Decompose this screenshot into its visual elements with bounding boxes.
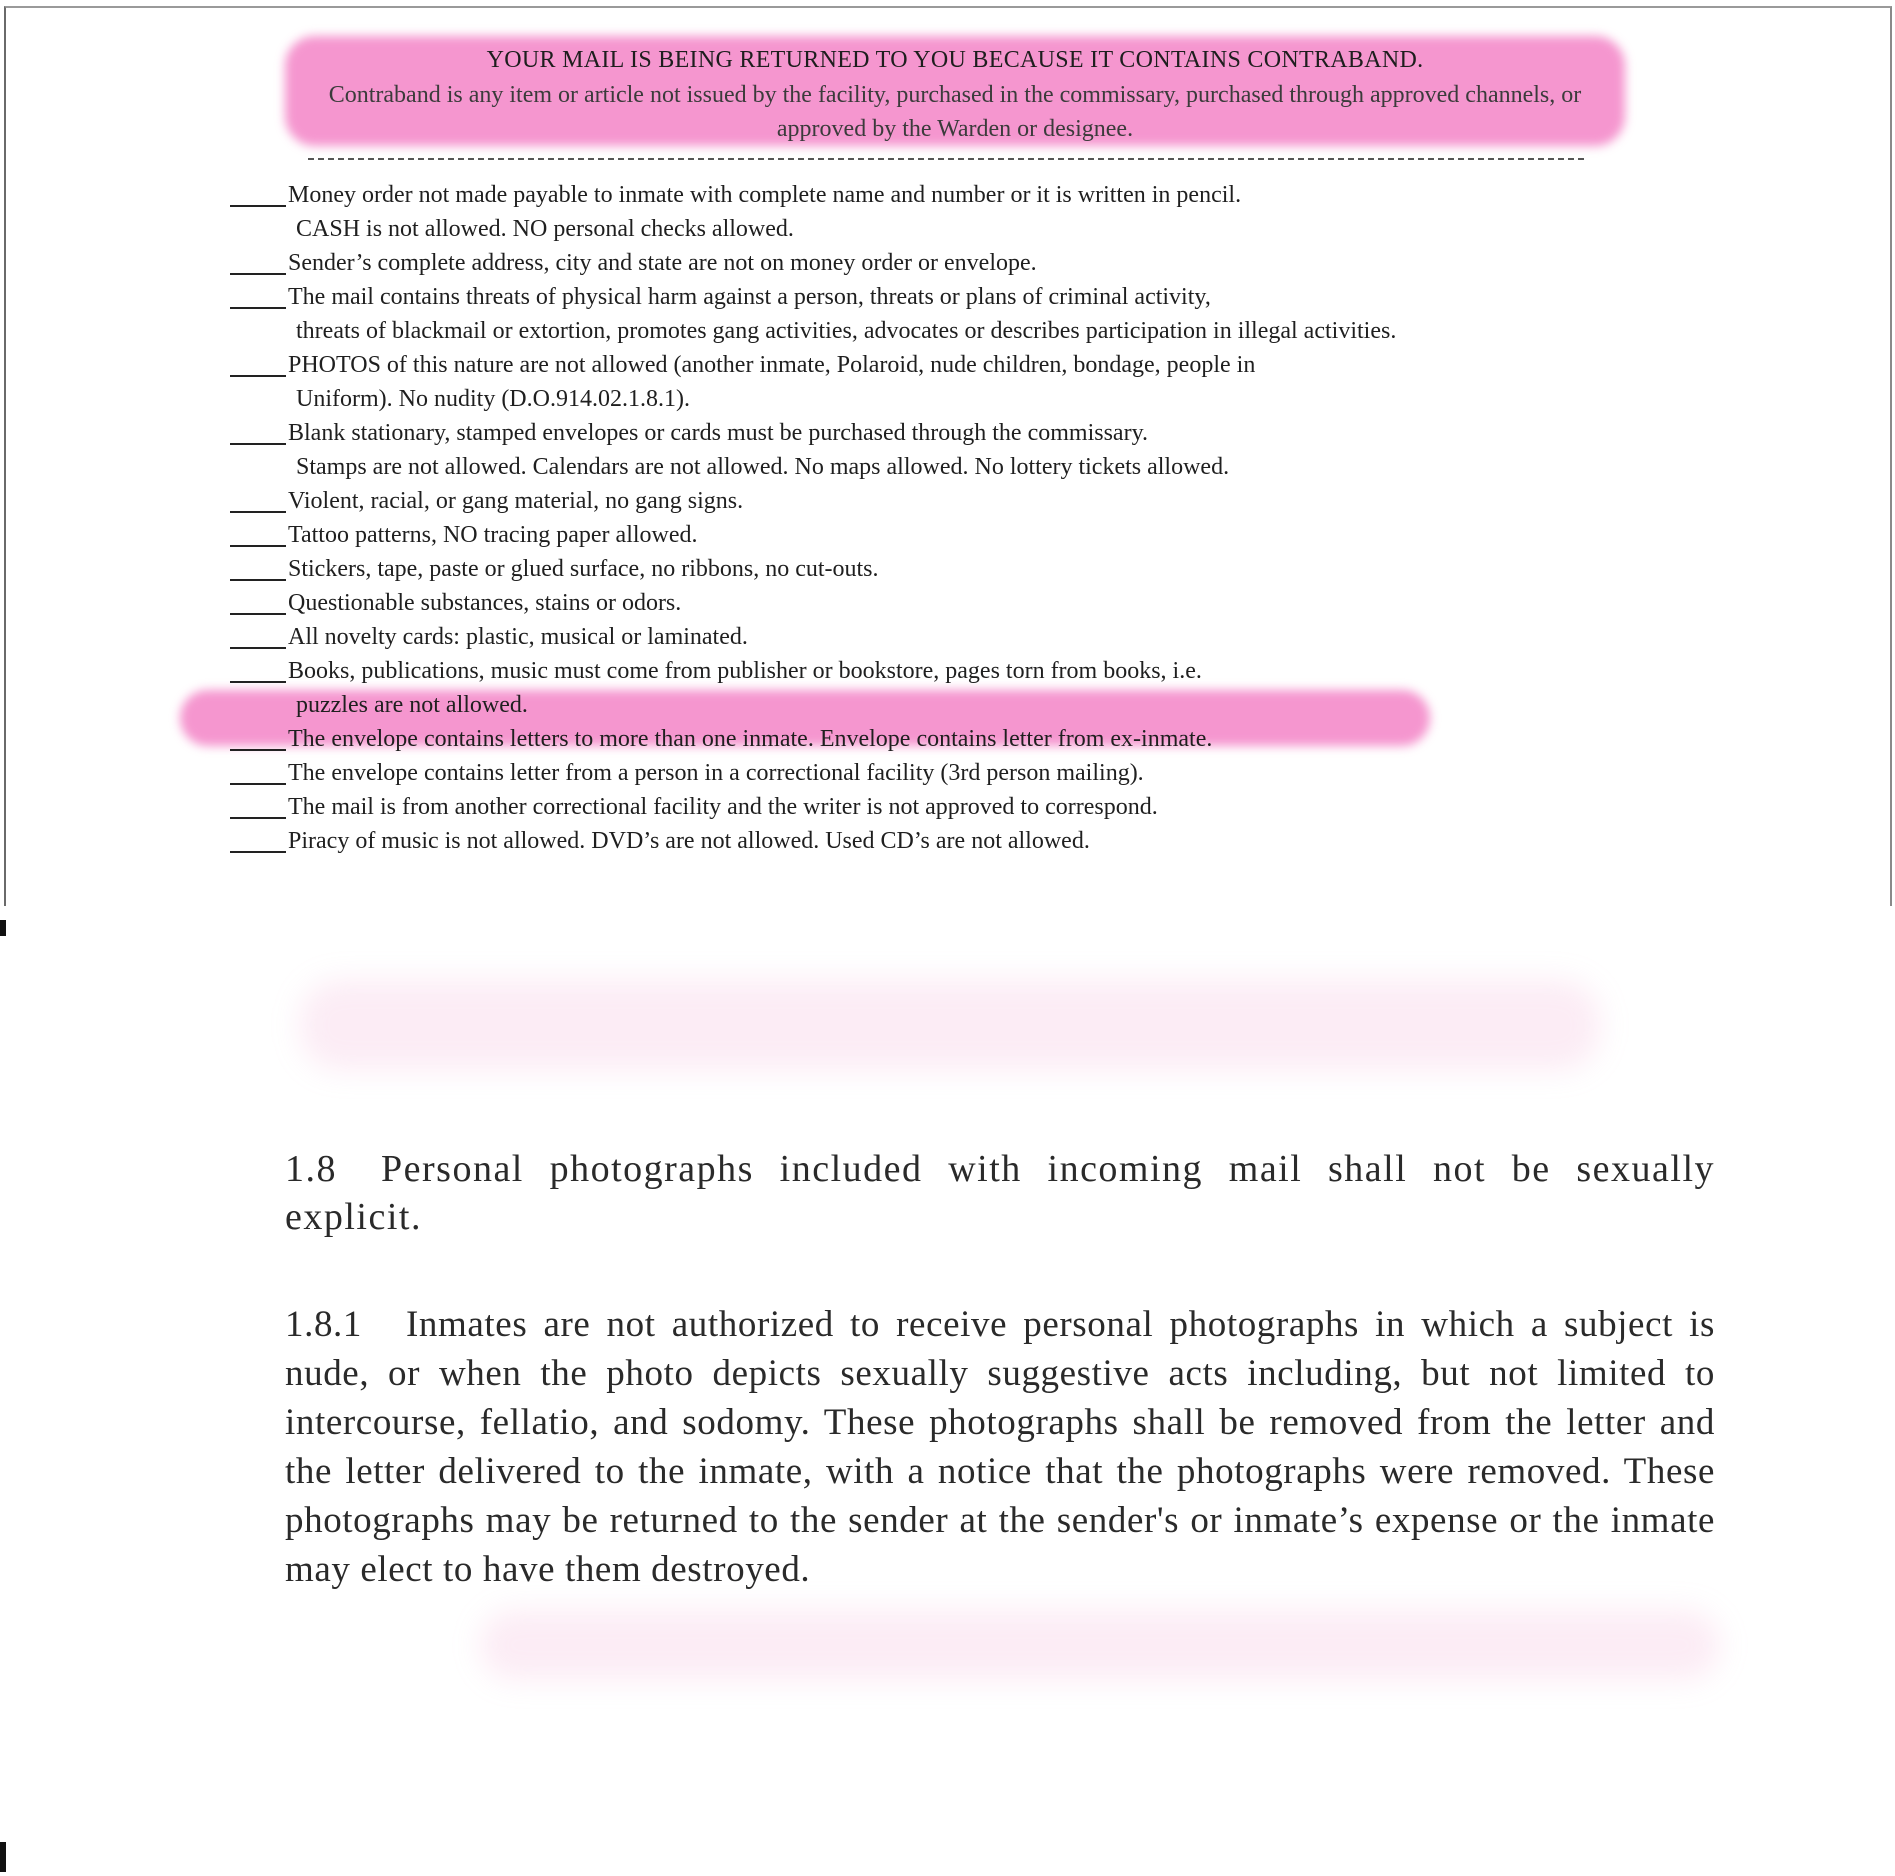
- notice-header: [300, 42, 1610, 146]
- checklist-item-violent-material: Violent, racial, or gang material, no gang signs.: [230, 484, 1490, 518]
- checklist-item-piracy: Piracy of music is not allowed. DVD’s are not allowed. Used CD’s are not allowed.: [230, 824, 1490, 858]
- section-number: 1.8: [285, 1148, 337, 1190]
- scan-edge-mark-bottom: [0, 1842, 6, 1872]
- check-blank[interactable]: [230, 273, 286, 275]
- checklist-item-threats: The mail contains threats of physical harm against a person, threats or plans of criminal activity, threats of blackmail or extortion, promotes gang activities, advocates or describes participation in illegal activities.: [230, 280, 1490, 348]
- checklist-item-stickers: Stickers, tape, paste or glued surface, no ribbons, no cut-outs.: [230, 552, 1490, 586]
- check-blank[interactable]: [230, 375, 286, 377]
- checklist-item-substances: Questionable substances, stains or odors.: [230, 586, 1490, 620]
- checklist-item-books: Books, publications, music must come from publisher or bookstore, pages torn from books, i.e. puzzles are not allowed.: [230, 654, 1490, 722]
- pink-smudge: [480, 1610, 1720, 1680]
- check-blank[interactable]: [230, 511, 286, 513]
- checklist-item-other-facility: The mail is from another correctional facility and the writer is not approved to correspond.: [230, 790, 1490, 824]
- check-blank[interactable]: [230, 681, 286, 683]
- section-text: Personal photographs included with incoming mail shall not be sexually explicit.: [285, 1148, 1715, 1238]
- check-blank[interactable]: [230, 443, 286, 445]
- checklist-item-photos: PHOTOS of this nature are not allowed (another inmate, Polaroid, nude children, bondage, people in Uniform). No nudity (D.O.914.02.1.8.1).: [230, 348, 1490, 416]
- policy-section-1-8-1: [285, 1300, 1715, 1594]
- dashed-separator: [308, 158, 1584, 160]
- checklist-item-third-person: The envelope contains letter from a person in a correctional facility (3rd person mailing).: [230, 756, 1490, 790]
- check-blank[interactable]: [230, 817, 286, 819]
- check-blank[interactable]: [230, 307, 286, 309]
- check-blank[interactable]: [230, 783, 286, 785]
- checklist-item-novelty-cards: All novelty cards: plastic, musical or laminated.: [230, 620, 1490, 654]
- contraband-definition: Contraband is any item or article not issued by the facility, purchased in the commissary, purchased through approved channels, or approved by the Warden or designee.: [328, 82, 1582, 142]
- check-blank[interactable]: [230, 579, 286, 581]
- check-blank[interactable]: [230, 647, 286, 649]
- check-blank[interactable]: [230, 749, 286, 751]
- contraband-checklist: [230, 178, 1490, 858]
- checklist-item-stationary: Blank stationary, stamped envelopes or cards must be purchased through the commissary. Stamps are not allowed. Calendars are not allowed. No maps allowed. No lottery tickets allowed.: [230, 416, 1490, 484]
- scan-edge-mark-top: [0, 920, 6, 936]
- notice-title: YOUR MAIL IS BEING RETURNED TO YOU BECAUSE IT CONTAINS CONTRABAND.: [486, 47, 1424, 73]
- check-blank[interactable]: [230, 545, 286, 547]
- section-number: 1.8.1: [285, 1304, 362, 1345]
- checklist-item-sender-address: Sender’s complete address, city and state are not on money order or envelope.: [230, 246, 1490, 280]
- checklist-item-money-order: Money order not made payable to inmate with complete name and number or it is written in pencil. CASH is not allowed. NO personal checks allowed.: [230, 178, 1490, 246]
- check-blank[interactable]: [230, 613, 286, 615]
- check-blank[interactable]: [230, 205, 286, 207]
- policy-section-1-8: [285, 1145, 1715, 1241]
- pink-smudge: [300, 980, 1600, 1070]
- section-text: Inmates are not authorized to receive personal photographs in which a subject is nude, or when the photo depicts sexually suggestive acts including, but not limited to intercourse, fellatio, and sodomy. These photographs shall be removed from the letter and the letter delivered to the inmate, with a notice that the photographs were removed. These photographs may be returned to the sender at the sender's or inmate’s expense or the inmate may elect to have them destroyed.: [285, 1304, 1715, 1590]
- checklist-item-tattoo: Tattoo patterns, NO tracing paper allowed.: [230, 518, 1490, 552]
- checklist-item-multiple-inmates: The envelope contains letters to more than one inmate. Envelope contains letter from ex-inmate.: [230, 722, 1490, 756]
- check-blank[interactable]: [230, 851, 286, 853]
